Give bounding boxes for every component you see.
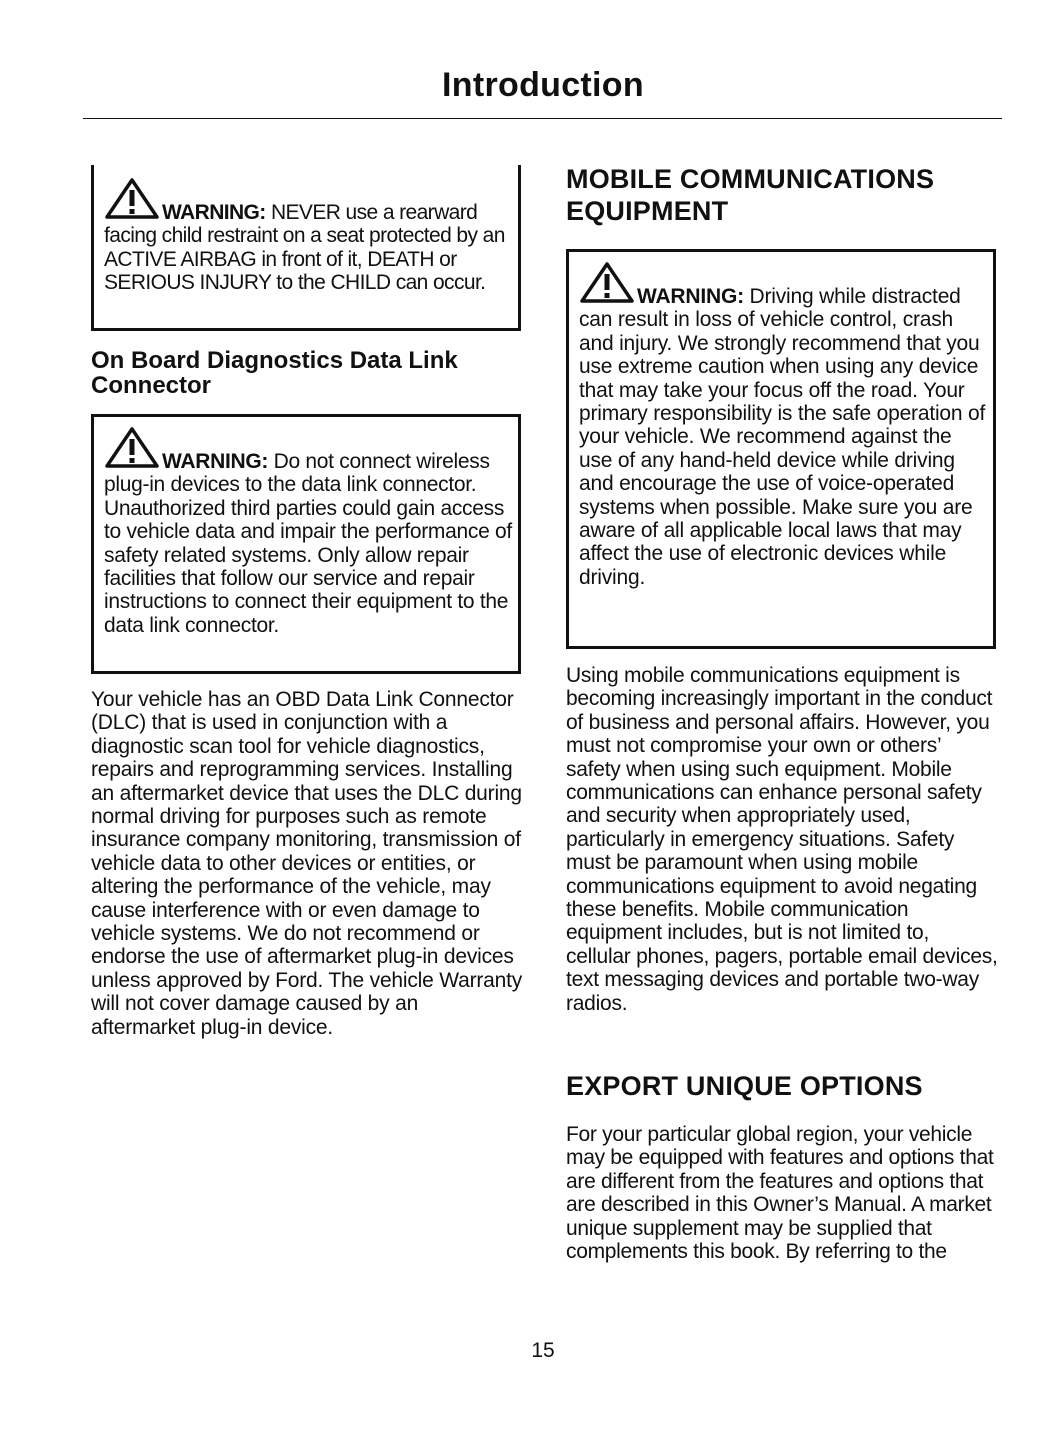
warning-text xyxy=(579,261,987,589)
mobile-heading-line-1: MOBILE COMMUNICATIONS xyxy=(566,164,935,194)
page-title: Introduction xyxy=(442,66,644,104)
mobile-heading-line-2: EQUIPMENT xyxy=(566,196,729,226)
page-number: 15 xyxy=(531,1339,555,1362)
warning-label: WARNING: xyxy=(162,201,266,224)
warning-label: WARNING: xyxy=(162,450,269,473)
warning-triangle-icon xyxy=(104,177,160,221)
warning-label: WARNING: xyxy=(637,285,744,308)
warning-triangle-icon xyxy=(104,426,160,470)
obd-paragraph: Your vehicle has an OBD Data Link Connector (DLC) that is used in conjunction with a diagnostic scan tool for vehicle diagnostics, repairs and reprogramming services. Installing an aftermarket device that uses the DLC during normal driving for purposes such as remote insurance company monitoring, transmission of vehicle data to other devices or entities, or altering the performance of the vehicle, may cause interference with or even damage to vehicle systems. We do not recommend or endorse the use of aftermarket plug-in devices unless approved by Ford. The vehicle Warranty will not cover damage caused by an aftermarket plug-in device. xyxy=(91,688,523,1039)
warning-box-child-restraint xyxy=(91,165,521,331)
warning-text xyxy=(104,426,512,637)
mobile-communications-heading xyxy=(566,163,996,227)
warning-body: NEVER use a rearward facing child restraint on a seat protected by an ACTIVE AIRBAG in front of it, DEATH or SERIOUS INJURY to the CHILD can occur. xyxy=(104,201,505,295)
obd-heading: On Board Diagnostics Data Link Connector xyxy=(91,347,458,399)
warning-triangle-icon xyxy=(579,261,635,305)
warning-box-distracted-driving xyxy=(566,249,996,649)
mobile-paragraph: Using mobile communications equipment is becoming increasingly important in the conduct of business and personal affairs. However, you must not compromise your own or others’ safety when using such equipment. Mobile communications can enhance personal safety and security when appropriately used, particularly in emergency situations. Safety must be paramount when using mobile communications equipment to avoid negating these benefits. Mobile communication equipment includes, but is not limited to, cellular phones, pagers, portable email devices, text messaging devices and portable two-way radios. xyxy=(566,664,998,1015)
warning-body: Driving while distracted can result in loss of vehicle control, crash and injury. We strongly recommend that you use extreme caution when using any device that may take your focus off the road. Your primary responsibility is the safe operation of your vehicle. We recommend against the use of any hand-held device while driving and encourage the use of voice-operated systems when possible. Make sure you are aware of all applicable local laws that may affect the use of electronic devices while driving. xyxy=(579,285,986,589)
export-unique-options-heading: EXPORT UNIQUE OPTIONS xyxy=(566,1071,923,1101)
header-rule xyxy=(83,118,1002,119)
export-paragraph: For your particular global region, your vehicle may be equipped with features and options that are different from the features and options that are described in this Owner’s Manual. A market unique supplement may be supplied that complements this book. By referring to the xyxy=(566,1123,994,1264)
warning-box-data-link xyxy=(91,414,521,674)
warning-text xyxy=(104,177,512,295)
warning-body: Do not connect wireless plug-in devices to the data link connector. Unauthorized third parties could gain access to vehicle data and impair the performance of safety related systems. Only allow repair facilities that follow our service and repair instructions to connect their equipment to the data link connector. xyxy=(104,450,512,637)
